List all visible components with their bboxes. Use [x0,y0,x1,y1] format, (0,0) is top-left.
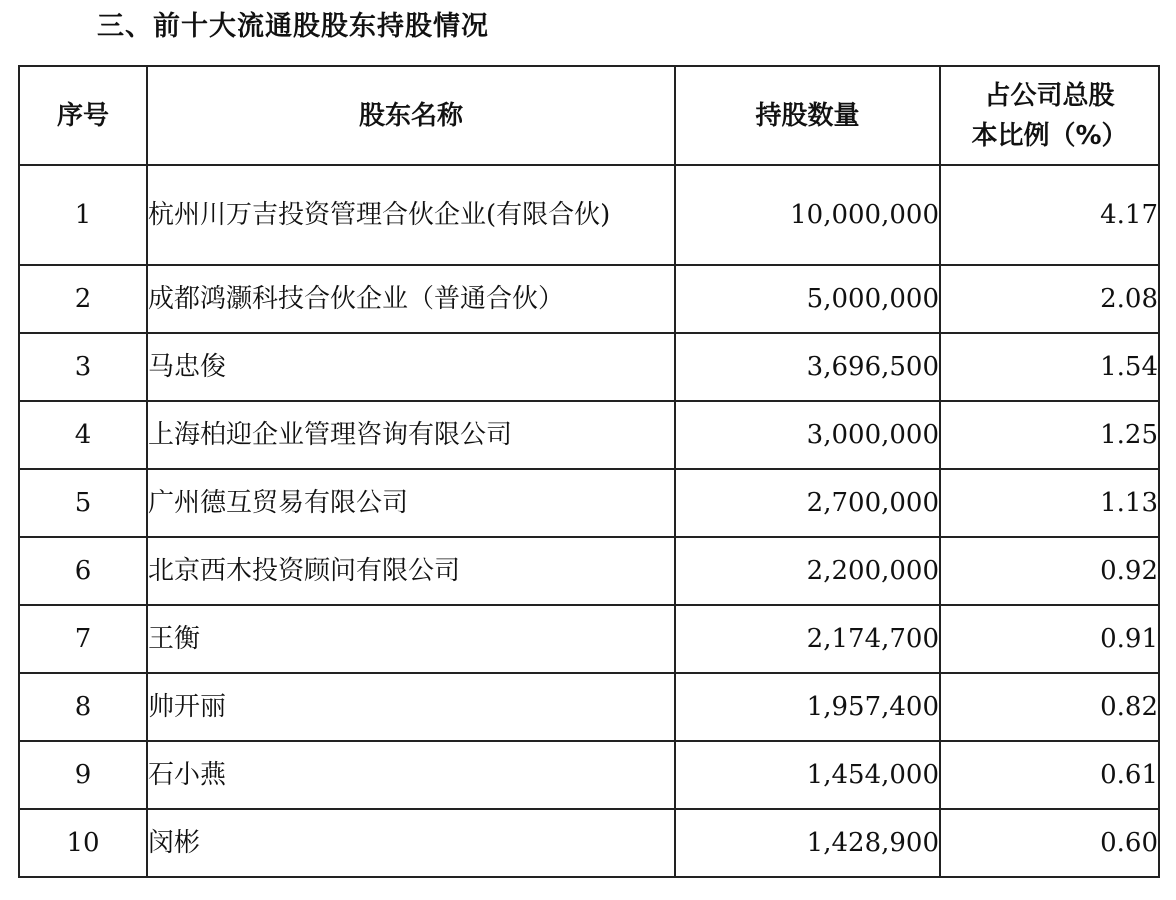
header-holder-name: 股东名称 [147,66,675,165]
table-row [19,469,1159,537]
cell-share-percent: 4.17 [940,165,1159,265]
cell-holder-name: 上海柏迎企业管理咨询有限公司 [147,401,675,469]
cell-holder-name [147,165,675,265]
cell-serial-no: 9 [19,741,147,809]
cell-share-count: 1,454,000 [675,741,940,809]
cell-serial-no: 10 [19,809,147,877]
cell-share-count: 1,428,900 [675,809,940,877]
cell-holder-name: 帅开丽 [147,673,675,741]
cell-holder-name: 广州德互贸易有限公司 [147,469,675,537]
cell-share-count: 3,000,000 [675,401,940,469]
cell-holder-name: 闵彬 [147,809,675,877]
table-row [19,673,1159,741]
cell-share-percent: 0.92 [940,537,1159,605]
cell-share-percent: 0.60 [940,809,1159,877]
cell-serial-no: 8 [19,673,147,741]
cell-share-percent: 2.08 [940,265,1159,333]
cell-share-percent: 1.54 [940,333,1159,401]
header-share-percent [940,66,1159,165]
table-row [19,809,1159,877]
table-row [19,605,1159,673]
cell-holder-name: 马忠俊 [147,333,675,401]
cell-share-count: 2,700,000 [675,469,940,537]
table-row [19,401,1159,469]
table-row [19,265,1159,333]
cell-serial-no: 2 [19,265,147,333]
cell-holder-name: 王衡 [147,605,675,673]
section-title: 三、前十大流通股股东持股情况 [97,11,489,42]
cell-share-count: 1,957,400 [675,673,940,741]
cell-share-percent: 0.61 [940,741,1159,809]
cell-share-count: 3,696,500 [675,333,940,401]
cell-holder-name: 成都鸿灏科技合伙企业（普通合伙） [147,265,675,333]
cell-share-count: 5,000,000 [675,265,940,333]
header-share-percent-line2: 本比例（%） [971,120,1128,151]
cell-serial-no: 7 [19,605,147,673]
cell-serial-no: 4 [19,401,147,469]
table-row [19,537,1159,605]
cell-share-count: 10,000,000 [675,165,940,265]
cell-serial-no: 3 [19,333,147,401]
cell-share-count: 2,200,000 [675,537,940,605]
header-serial-no: 序号 [19,66,147,165]
cell-serial-no: 5 [19,469,147,537]
cell-serial-no: 1 [19,165,147,265]
holder-name-text: 杭州川万吉投资管理合伙企业(有限合伙) [148,200,611,230]
cell-share-percent: 0.91 [940,605,1159,673]
cell-holder-name: 石小燕 [147,741,675,809]
table-row [19,165,1159,265]
cell-holder-name: 北京西木投资顾问有限公司 [147,537,675,605]
header-share-count: 持股数量 [675,66,940,165]
cell-share-percent: 0.82 [940,673,1159,741]
header-share-percent-line1: 占公司总股 [984,80,1115,111]
shareholders-table [18,65,1160,878]
cell-share-percent: 1.13 [940,469,1159,537]
cell-share-count: 2,174,700 [675,605,940,673]
table-row [19,741,1159,809]
cell-share-percent: 1.25 [940,401,1159,469]
cell-serial-no: 6 [19,537,147,605]
table-row [19,333,1159,401]
table-header-row [19,66,1159,165]
